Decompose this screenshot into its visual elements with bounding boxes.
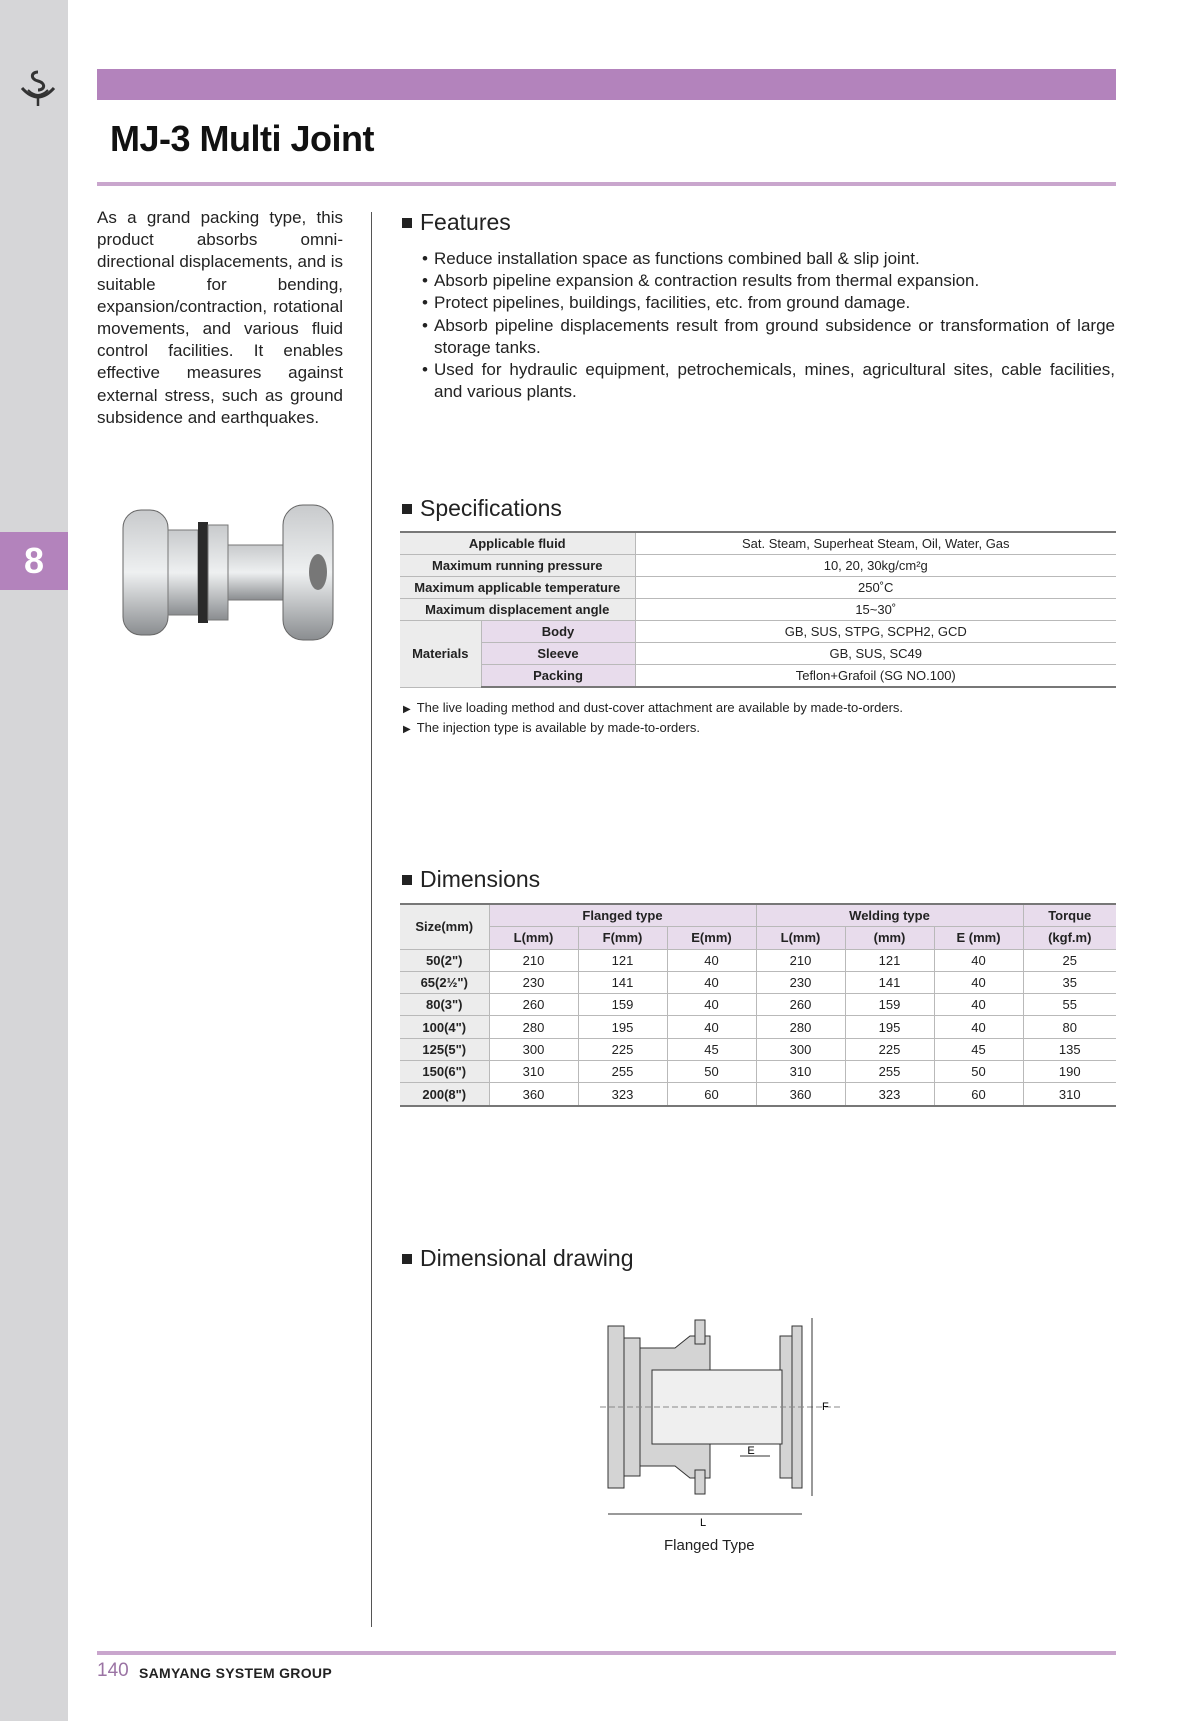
table-cell: 360 [756, 1083, 845, 1106]
table-cell: 40 [934, 949, 1023, 971]
table-row [400, 555, 1116, 577]
table-cell: 310 [1023, 1083, 1116, 1106]
table-row [400, 994, 1116, 1016]
size-cell: 65(2½") [400, 971, 489, 993]
table-cell: 255 [578, 1061, 667, 1083]
list-item: • Protect pipelines, buildings, facilities, etc. from ground damage. [412, 292, 1115, 314]
table-cell: 300 [756, 1038, 845, 1060]
dimensions-heading [402, 866, 540, 893]
table-cell: 260 [489, 994, 578, 1016]
table-cell: 323 [578, 1083, 667, 1106]
title-divider [97, 182, 1116, 186]
table-cell: 40 [667, 994, 756, 1016]
table-subheader-row [400, 927, 1116, 949]
table-row [400, 577, 1116, 599]
table-cell: 40 [934, 994, 1023, 1016]
table-cell: 360 [489, 1083, 578, 1106]
bullet-square-icon [402, 1254, 412, 1264]
table-header-row [400, 904, 1116, 927]
column-header: E(mm) [667, 927, 756, 949]
column-header: F(mm) [578, 927, 667, 949]
features-list [412, 248, 1115, 403]
footer-brand: SAMYANG SYSTEM GROUP [139, 1665, 332, 1681]
column-header: (kgf.m) [1023, 927, 1116, 949]
table-cell: 323 [845, 1083, 934, 1106]
size-cell: 125(5") [400, 1038, 489, 1060]
page-number: 140 [97, 1660, 129, 1681]
welding-header: Welding type [756, 904, 1023, 927]
chapter-tab[interactable]: 8 [0, 532, 68, 590]
table-cell: 121 [578, 949, 667, 971]
spec-value: 10, 20, 30kg/cm²g [635, 555, 1116, 577]
table-cell: 225 [578, 1038, 667, 1060]
dimensional-drawing [600, 1308, 840, 1528]
table-row [400, 621, 1116, 643]
table-row [400, 1016, 1116, 1038]
table-cell: 35 [1023, 971, 1116, 993]
column-divider [371, 212, 372, 1627]
spec-label: Sleeve [481, 643, 635, 665]
column-header: (mm) [845, 927, 934, 949]
note-item: ▶ The injection type is available by made-to-orders. [403, 719, 903, 739]
size-cell: 100(4") [400, 1016, 489, 1038]
specifications-heading-text: Specifications [420, 495, 562, 521]
table-cell: 190 [1023, 1061, 1116, 1083]
table-cell: 50 [934, 1061, 1023, 1083]
table-cell: 121 [845, 949, 934, 971]
product-photo [113, 500, 343, 645]
table-cell: 50 [667, 1061, 756, 1083]
size-cell: 200(8") [400, 1083, 489, 1106]
table-cell: 45 [934, 1038, 1023, 1060]
table-cell: 310 [756, 1061, 845, 1083]
table-cell: 260 [756, 994, 845, 1016]
list-item: • Absorb pipeline expansion & contraction results from thermal expansion. [412, 270, 1115, 292]
spec-label: Maximum running pressure [400, 555, 635, 577]
table-cell: 230 [489, 971, 578, 993]
spec-value: Sat. Steam, Superheat Steam, Oil, Water, Gas [635, 532, 1116, 555]
spec-value: 250˚C [635, 577, 1116, 599]
flanged-header: Flanged type [489, 904, 756, 927]
notes-list [403, 699, 903, 739]
table-cell: 141 [845, 971, 934, 993]
table-cell: 55 [1023, 994, 1116, 1016]
table-row [400, 971, 1116, 993]
drawing-heading [402, 1245, 634, 1272]
torque-header: Torque [1023, 904, 1116, 927]
table-cell: 195 [845, 1016, 934, 1038]
specifications-heading [402, 495, 562, 522]
table-row [400, 643, 1116, 665]
dim-label-f: F [822, 1401, 829, 1413]
brand-logo-icon [18, 68, 58, 108]
list-item: • Used for hydraulic equipment, petrochemicals, mines, agricultural sites, cable facilities, and various plants. [412, 359, 1115, 403]
column-header: L(mm) [489, 927, 578, 949]
dimensions-heading-text: Dimensions [420, 866, 541, 892]
table-cell: 135 [1023, 1038, 1116, 1060]
column-header: L(mm) [756, 927, 845, 949]
spec-label: Maximum applicable temperature [400, 577, 635, 599]
list-item: • Reduce installation space as functions combined ball & slip joint. [412, 248, 1115, 270]
table-cell: 45 [667, 1038, 756, 1060]
dim-label-e: E [747, 1445, 755, 1457]
sidebar [0, 0, 68, 1721]
table-cell: 40 [934, 1016, 1023, 1038]
table-cell: 40 [667, 949, 756, 971]
spec-label: Body [481, 621, 635, 643]
table-cell: 159 [845, 994, 934, 1016]
intro-text: As a grand packing type, this product absorbs omni-directional displacements, and is suitable for bending, expansion/contraction, rotational movements, and various fluid control facilities. It enables effective measures against external stress, such as ground subsidence and earthquakes. [97, 208, 343, 427]
drawing-heading-text: Dimensional drawing [420, 1245, 634, 1271]
table-cell: 60 [934, 1083, 1023, 1106]
size-cell: 150(6") [400, 1061, 489, 1083]
table-row [400, 1061, 1116, 1083]
size-cell: 50(2") [400, 949, 489, 971]
dimensions-table [400, 903, 1116, 1107]
table-row [400, 599, 1116, 621]
features-heading-text: Features [420, 209, 511, 235]
bullet-square-icon [402, 875, 412, 885]
table-cell: 255 [845, 1061, 934, 1083]
drawing-caption: Flanged Type [664, 1537, 755, 1554]
spec-value: GB, SUS, STPG, SCPH2, GCD [635, 621, 1116, 643]
table-cell: 280 [756, 1016, 845, 1038]
table-cell: 195 [578, 1016, 667, 1038]
specifications-table [400, 531, 1116, 688]
table-cell: 60 [667, 1083, 756, 1106]
note-item: ▶ The live loading method and dust-cover attachment are available by made-to-orders. [403, 699, 903, 719]
spec-label: Applicable fluid [400, 532, 635, 555]
table-cell: 25 [1023, 949, 1116, 971]
bullet-square-icon [402, 504, 412, 514]
table-cell: 40 [667, 971, 756, 993]
table-cell: 280 [489, 1016, 578, 1038]
table-cell: 210 [489, 949, 578, 971]
footer-divider [97, 1651, 1116, 1655]
table-row [400, 1038, 1116, 1060]
header-bar [97, 69, 1116, 100]
spec-value: Teflon+Grafoil (SG NO.100) [635, 665, 1116, 688]
size-header: Size(mm) [400, 904, 489, 949]
table-cell: 141 [578, 971, 667, 993]
table-cell: 80 [1023, 1016, 1116, 1038]
list-item: • Absorb pipeline displacements result from ground subsidence or transformation of large storage tanks. [412, 315, 1115, 359]
table-cell: 310 [489, 1061, 578, 1083]
spec-label: Packing [481, 665, 635, 688]
column-header: E (mm) [934, 927, 1023, 949]
size-cell: 80(3") [400, 994, 489, 1016]
table-cell: 300 [489, 1038, 578, 1060]
table-row [400, 949, 1116, 971]
spec-value: GB, SUS, SC49 [635, 643, 1116, 665]
table-row [400, 665, 1116, 688]
table-row [400, 1083, 1116, 1106]
page-title: MJ-3 Multi Joint [110, 118, 374, 159]
table-cell: 40 [934, 971, 1023, 993]
spec-label: Maximum displacement angle [400, 599, 635, 621]
features-heading [402, 209, 511, 236]
table-cell: 40 [667, 1016, 756, 1038]
table-cell: 159 [578, 994, 667, 1016]
table-cell: 225 [845, 1038, 934, 1060]
table-cell: 230 [756, 971, 845, 993]
materials-label: Materials [400, 621, 481, 688]
dim-label-l: L [699, 1517, 707, 1528]
table-row [400, 532, 1116, 555]
spec-value: 15~30˚ [635, 599, 1116, 621]
bullet-square-icon [402, 218, 412, 228]
table-cell: 210 [756, 949, 845, 971]
